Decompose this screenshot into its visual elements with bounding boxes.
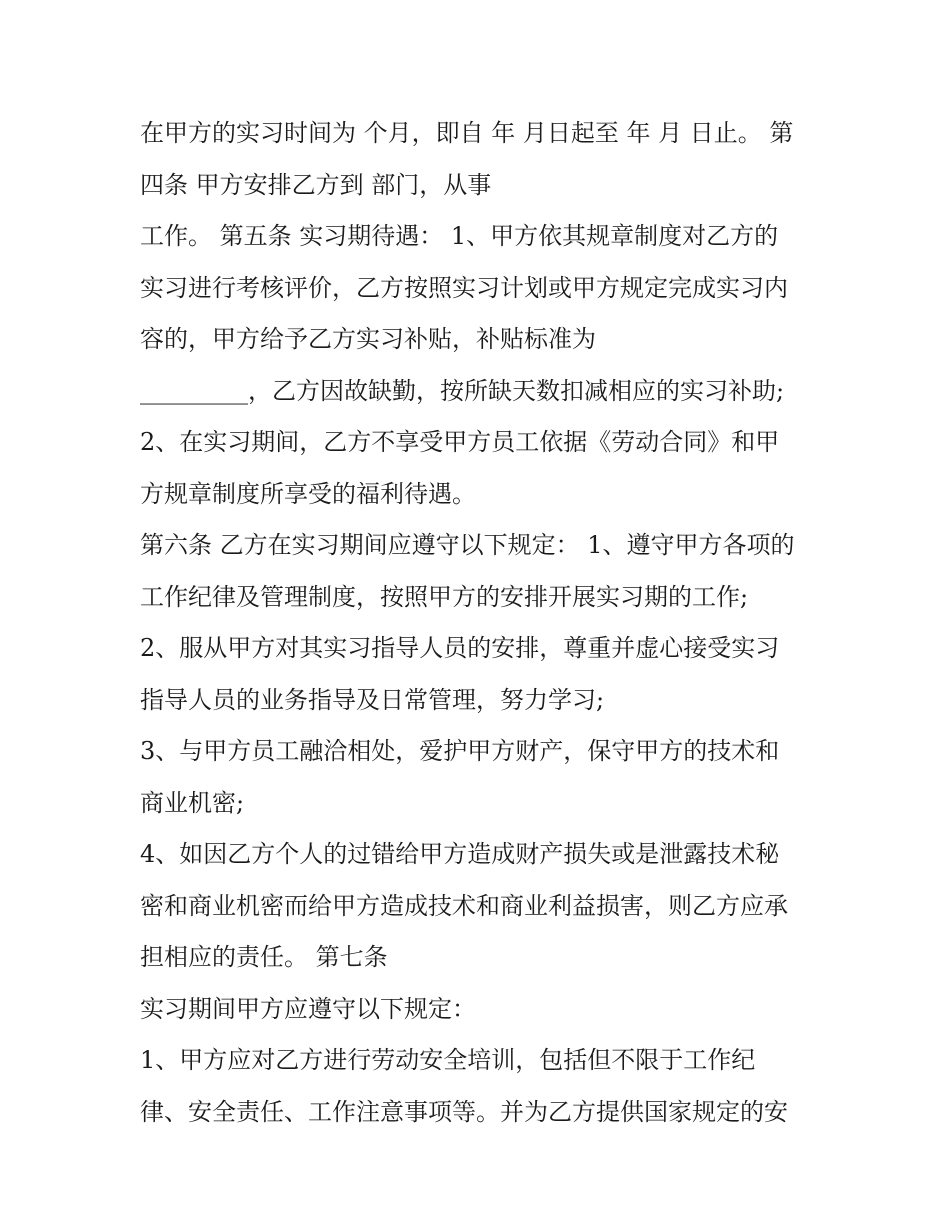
text-line: 律、安全责任、工作注意事项等。并为乙方提供国家规定的安 xyxy=(140,1097,788,1126)
text-line: 2、服从甲方对其实习指导人员的安排，尊重并虚心接受实习 xyxy=(140,634,780,662)
text-line: 工作。 第五条 实习期待遇： 1、甲方依其规章制度对乙方的 xyxy=(140,222,779,250)
text-line: 方规章制度所享受的福利待遇。 xyxy=(140,479,476,508)
document-body xyxy=(140,108,830,1138)
text-line: 四条 甲方安排乙方到 部门，从事 xyxy=(140,170,492,199)
text-line: 容的，甲方给予乙方实习补贴，补贴标准为 xyxy=(140,325,596,353)
text-line: 2、在实习期间，乙方不享受甲方员工依据《劳动合同》和甲 xyxy=(140,428,780,456)
text-line: 商业机密; xyxy=(140,788,245,817)
text-line: 指导人员的业务指导及日常管理，努力学习; xyxy=(140,685,605,714)
text-line: 1、甲方应对乙方进行劳动安全培训，包括但不限于工作纪 xyxy=(140,1046,756,1074)
text-line: 担相应的责任。 第七条 xyxy=(140,943,388,971)
text-line: 实习期间甲方应遵守以下规定： xyxy=(140,994,476,1023)
text-line: 密和商业机密而给甲方造成技术和商业利益损害，则乙方应承 xyxy=(140,891,788,920)
text-line: 3、与甲方员工融洽相处，爱护甲方财产，保守甲方的技术和 xyxy=(140,737,780,765)
text-line: 第六条 乙方在实习期间应遵守以下规定： 1、遵守甲方各项的 xyxy=(140,531,795,559)
text-line: 工作纪律及管理制度，按照甲方的安排开展实习期的工作; xyxy=(140,582,749,611)
text-line: 4、如因乙方个人的过错给甲方造成财产损失或是泄露技术秘 xyxy=(140,840,780,868)
text-line: 实习进行考核评价，乙方按照实习计划或甲方规定完成实习内 xyxy=(140,273,788,302)
text-line: _________，乙方因故缺勤，按所缺天数扣减相应的实习补助; xyxy=(140,376,785,405)
text-line: 在甲方的实习时间为 个月，即自 年 月日起至 年 月 日止。 第 xyxy=(140,119,794,147)
